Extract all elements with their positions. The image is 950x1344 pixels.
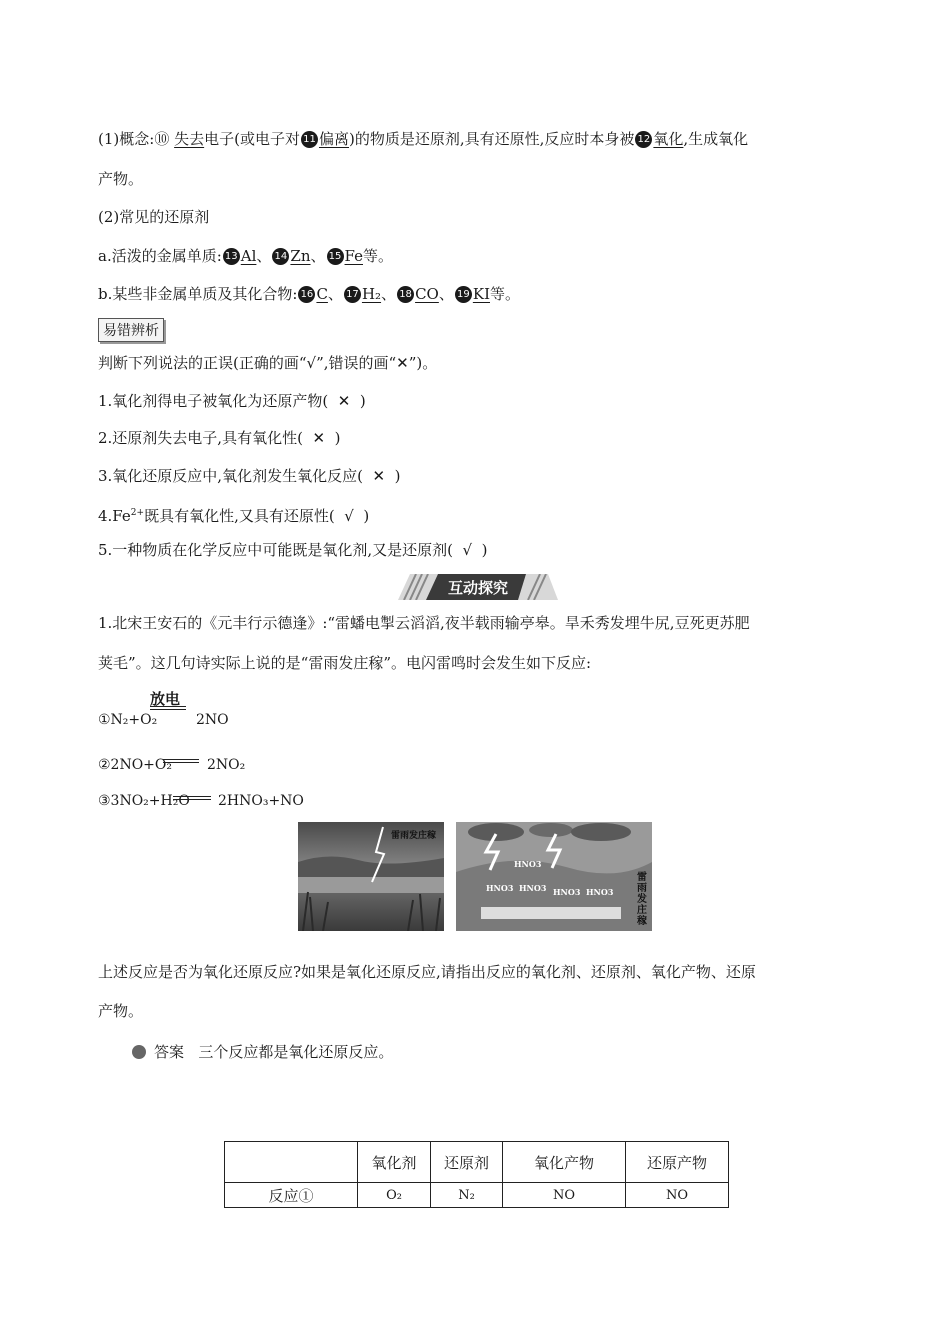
circle-number-12: 12 [635, 131, 652, 148]
equals-sign [150, 706, 186, 710]
answer-text: 三个反应都是氧化还原反应。 [198, 1043, 394, 1061]
close-paren: ) [359, 392, 366, 410]
equation-1 [98, 712, 157, 728]
table-cell: O₂ [358, 1183, 431, 1208]
circle-number-13: 13 [223, 248, 240, 265]
circle-number-14: 14 [272, 248, 289, 265]
mistake-text: 4.Fe [98, 507, 131, 525]
table-header-row [225, 1142, 729, 1183]
separator: 、 [381, 285, 397, 303]
close-paren: ) [363, 507, 370, 525]
close-paren: ) [394, 467, 401, 485]
question-line-2: 荚毛”。这几句诗实际上说的是“雷雨发庄稼”。电闪雷鸣时会发生如下反应: [98, 654, 592, 672]
hno3-illustration [456, 822, 652, 931]
mistake-text: 3.氧化还原反应中,氧化剂发生氧化反应( [98, 467, 363, 485]
table-header-cell: 还原产物 [626, 1142, 729, 1183]
mistake-text: 1.氧化剂得电子被氧化为还原产物( [98, 392, 329, 410]
answer-al: Al [240, 247, 257, 265]
table-cell: N₂ [431, 1183, 503, 1208]
separator: 、 [256, 247, 272, 265]
close-paren: ) [334, 429, 341, 447]
mistake-item-3 [98, 465, 400, 487]
ask-line-2: 产物。 [98, 1002, 144, 1020]
circle-number-10: ⑩ [154, 130, 170, 148]
equals-sign [163, 759, 199, 763]
equals-sign [173, 796, 211, 800]
reducers-heading: (2)常见的还原剂 [98, 208, 210, 226]
table-header-cell: 氧化剂 [358, 1142, 431, 1183]
table-header-cell: 氧化产物 [503, 1142, 626, 1183]
thunderstorm-photo [298, 822, 444, 931]
mistake-item-1 [98, 390, 366, 412]
mistake-text: 既具有氧化性,又具有还原性( [144, 507, 335, 525]
table-cell: NO [503, 1183, 626, 1208]
equation-rhs: 2NO₂ [207, 757, 246, 773]
concept-text: 电子(或电子对 [204, 130, 300, 148]
concept-label: (1)概念: [98, 130, 155, 148]
table-cell: 反应① [225, 1183, 358, 1208]
table-cell: NO [626, 1183, 729, 1208]
question-line-1: 1.北宋王安石的《元丰行示德逢》:“雷蟠电掣云滔滔,夜半载雨输亭皋。旱禾秀发埋牛尻,豆死更苏肥 [98, 614, 750, 632]
circle-number-17: 17 [344, 286, 361, 303]
mark-wrong: ✕ [312, 429, 326, 447]
mark-correct: √ [344, 507, 354, 525]
table-header-cell [225, 1142, 358, 1183]
answer-row [132, 1041, 393, 1062]
separator: 、 [438, 285, 454, 303]
banner-title: 互动探究 [447, 579, 508, 597]
equation-lhs: ①N₂+O₂ [98, 712, 158, 728]
reducers-a-tail: 等。 [363, 247, 394, 265]
rain-field-icon [456, 822, 652, 931]
reducers-a-label: a.活泼的金属单质: [98, 247, 222, 265]
answer-ki: KI [472, 285, 490, 303]
equation-rhs: 2NO [196, 712, 229, 728]
answer-co: CO [415, 285, 439, 303]
separator: 、 [310, 247, 326, 265]
photo-caption: 雷雨发庄稼 [390, 831, 436, 841]
hno3-label: HNO3 [486, 883, 514, 893]
condition-discharge: 放电 [150, 690, 181, 708]
hno3-label: HNO3 [519, 883, 547, 893]
concept-text: )的物质是还原剂,具有还原性,反应时本身被 [349, 130, 635, 148]
answer-label: 答案 [154, 1043, 185, 1061]
reducers-a [98, 245, 393, 267]
circle-number-19: 19 [455, 286, 472, 303]
mistakes-tag: 易错辨析 [98, 318, 164, 342]
equation-2: ②2NO+O₂ [98, 757, 173, 773]
equation-3: ③3NO₂+H₂O [98, 793, 190, 809]
answer-lose: 失去 [174, 130, 205, 148]
reducers-b-tail: 等。 [490, 285, 521, 303]
table-header-cell: 还原剂 [431, 1142, 503, 1183]
close-paren: ) [481, 541, 488, 559]
mistake-item-2 [98, 427, 340, 449]
answer-zn: Zn [290, 247, 311, 265]
concept-text: ,生成氧化 [683, 130, 749, 148]
concept-line-1 [98, 128, 748, 150]
circle-number-16: 16 [298, 286, 315, 303]
reducers-b-label: b.某些非金属单质及其化合物: [98, 285, 298, 303]
hno3-label: HNO3 [553, 887, 581, 897]
answer-fe: Fe [344, 247, 363, 265]
mistake-item-4 [98, 502, 369, 527]
mark-wrong: ✕ [372, 467, 386, 485]
hno3-label: HNO3 [514, 859, 542, 869]
mistake-item-5 [98, 539, 487, 561]
section-banner [398, 574, 558, 600]
mistake-text: 2.还原剂失去电子,具有氧化性( [98, 429, 303, 447]
mark-correct: √ [462, 541, 473, 559]
answer-c: C [316, 285, 328, 303]
circle-number-18: 18 [397, 286, 414, 303]
table-row [225, 1183, 729, 1208]
separator: 、 [327, 285, 343, 303]
reaction-table [224, 1141, 729, 1208]
answer-shift: 偏离 [318, 130, 349, 148]
equation-rhs: 2HNO₃+NO [218, 793, 304, 809]
hno3-label: HNO3 [586, 887, 614, 897]
answer-h2: H₂ [361, 285, 382, 303]
answer-oxidized: 氧化 [653, 130, 684, 148]
concept-line-2: 产物。 [98, 170, 144, 188]
circle-number-11: 11 [301, 131, 318, 148]
answer-icon [132, 1045, 146, 1059]
mark-wrong: ✕ [337, 392, 351, 410]
circle-number-15: 15 [327, 248, 344, 265]
reducers-b [98, 283, 520, 305]
mistake-text: 5.一种物质在化学反应中可能既是氧化剂,又是还原剂( [98, 541, 453, 559]
illustration-caption: 雷雨发庄稼 [637, 872, 647, 927]
mistakes-intro: 判断下列说法的正误(正确的画“√”,错误的画“✕”)。 [98, 354, 438, 372]
charge-superscript: 2+ [130, 508, 145, 518]
ask-line-1: 上述反应是否为氧化还原反应?如果是氧化还原反应,请指出反应的氧化剂、还原剂、氧化产物、还原 [98, 963, 756, 981]
